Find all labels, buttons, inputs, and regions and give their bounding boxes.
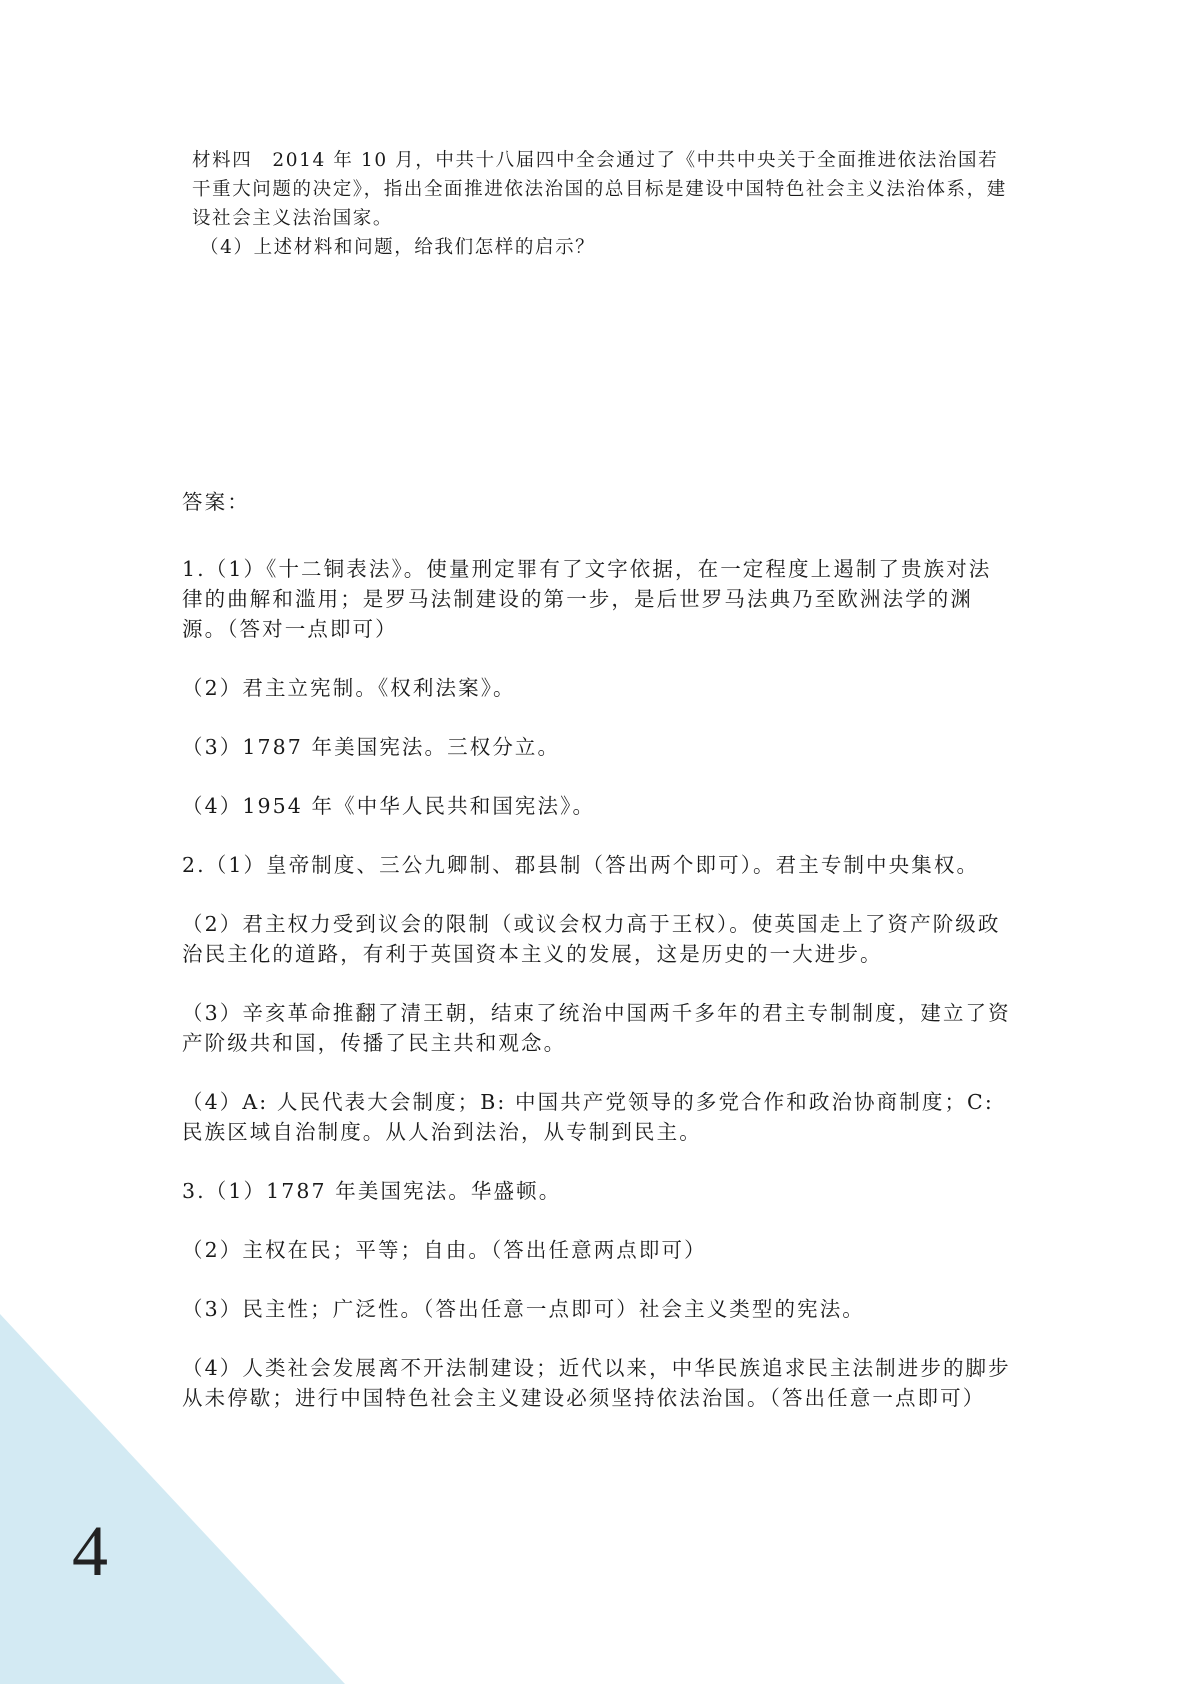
answer-item: （4）人类社会发展离不开法制建设；近代以来，中华民族追求民主法制进步的脚步从未停歇；进行中国特色社会主义建设必须坚持依法治国。（答出任意一点即可）: [182, 1356, 1011, 1410]
answer-item: （3）民主性；广泛性。（答出任意一点即可）社会主义类型的宪法。: [182, 1297, 865, 1321]
answer-item: （3）辛亥革命推翻了清王朝，结束了统治中国两千多年的君主专制制度，建立了资产阶级共和国，传播了民主共和观念。: [182, 1001, 1011, 1055]
answer-item: 2.（1）皇帝制度、三公九卿制、郡县制（答出两个即可）。君主专制中央集权。: [182, 853, 980, 877]
answer-item: 3.（1）1787 年美国宪法。华盛顿。: [182, 1179, 562, 1203]
answer-item: （2）主权在民；平等；自由。（答出任意两点即可）: [182, 1238, 707, 1262]
material-question: （4）上述材料和问题，给我们怎样的启示？: [200, 237, 596, 258]
material-paragraph: 材料四 2014 年 10 月，中共十八届四中全会通过了《中共中央关于全面推进依法治国若干重大问题的决定》，指出全面推进依法治国的总目标是建设中国特色社会主义法治体系，建设社会主义法治国家。: [192, 150, 1007, 229]
answer-item: （4）1954 年《中华人民共和国宪法》。: [182, 794, 596, 818]
answer-item: （3）1787 年美国宪法。三权分立。: [182, 735, 561, 759]
answers-heading: 答案：: [182, 490, 250, 514]
answers-section: [182, 487, 1012, 1442]
answer-item: 1.（1）《十二铜表法》。使量刑定罪有了文字依据，在一定程度上遏制了贵族对法律的曲解和滥用；是罗马法制建设的第一步，是后世罗马法典乃至欧洲法学的渊源。（答对一点即可）: [182, 557, 992, 641]
answer-item: （4）A: 人民代表大会制度；B: 中国共产党领导的多党合作和政治协商制度；C: 民族区域自治制度。从人治到法治，从专制到民主。: [182, 1090, 994, 1144]
material-section: [192, 146, 1012, 262]
answer-item: （2）君主立宪制。《权利法案》。: [182, 676, 516, 700]
page-number: 4: [72, 1511, 108, 1591]
answer-item: （2）君主权力受到议会的限制（或议会权力高于王权）。使英国走上了资产阶级政治民主化的道路，有利于英国资本主义的发展，这是历史的一大进步。: [182, 912, 1001, 966]
